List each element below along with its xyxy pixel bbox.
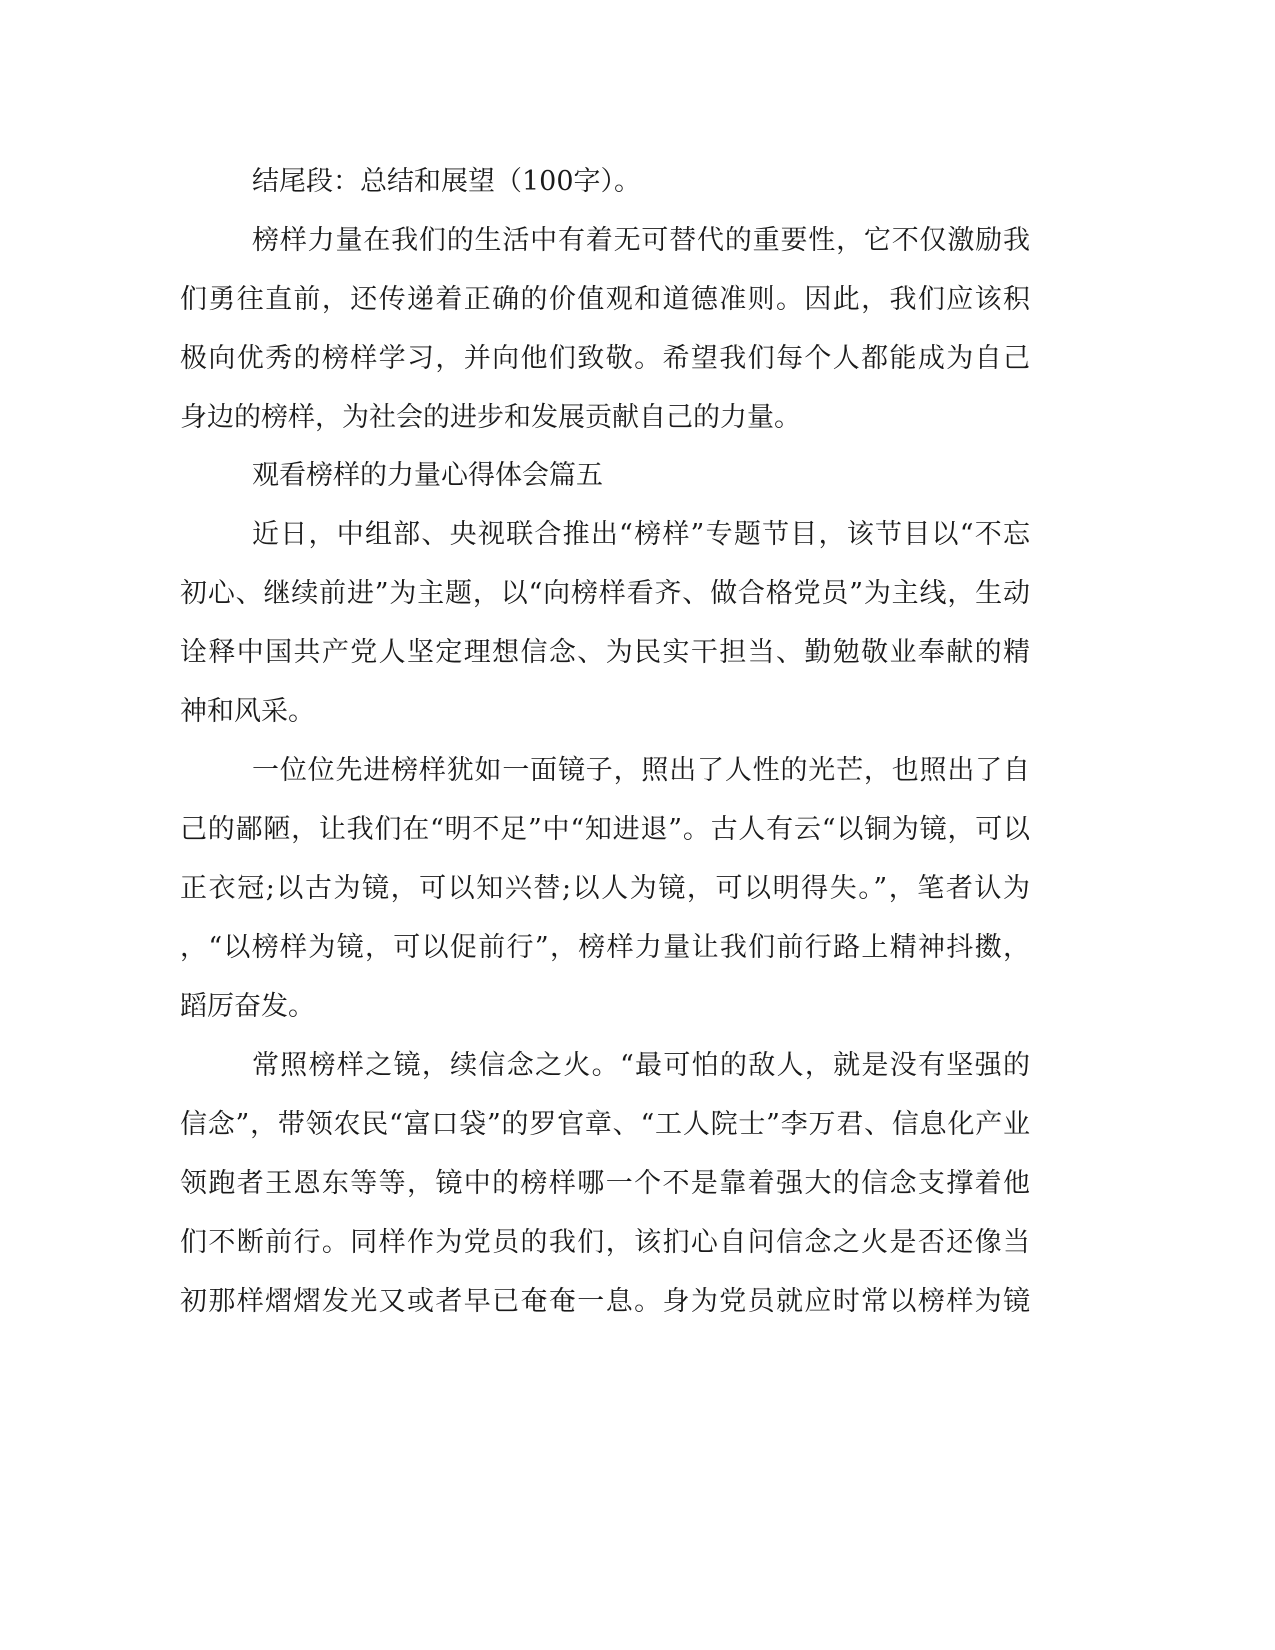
paragraph-line: 身边的榜样，为社会的进步和发展贡献自己的力量。 [180, 402, 801, 433]
paragraph-line: 极向优秀的榜样学习，并向他们致敬。希望我们每个人都能成为自己 [180, 343, 1030, 374]
paragraph-line: ，“以榜样为镜，可以促前行”，榜样力量让我们前行路上精神抖擞， [180, 932, 1030, 963]
paragraph-line: 神和风采。 [180, 696, 315, 727]
paragraph-line: 榜样力量在我们的生活中有着无可替代的重要性，它不仅激励我 [252, 225, 1030, 256]
paragraph-line: 领跑者王恩东等等，镜中的榜样哪一个不是靠着强大的信念支撑着他 [180, 1168, 1030, 1199]
section-heading-conclusion: 结尾段：总结和展望（100字）。 [252, 166, 642, 197]
paragraph-line: 一位位先进榜样犹如一面镜子，照出了人性的光芒，也照出了自 [252, 755, 1030, 786]
paragraph-line: 己的鄙陋，让我们在“明不足”中“知进退”。古人有云“以铜为镜，可以 [180, 814, 1030, 845]
paragraph-line: 初心、继续前进”为主题，以“向榜样看齐、做合格党员”为主线，生动 [180, 578, 1030, 609]
paragraph-line: 蹈厉奋发。 [180, 991, 315, 1022]
paragraph-line: 信念”，带领农民“富口袋”的罗官章、“工人院士”李万君、信息化产业 [180, 1109, 1030, 1140]
paragraph-line: 们不断前行。同样作为党员的我们，该扪心自问信念之火是否还像当 [180, 1227, 1030, 1258]
paragraph-line: 近日，中组部、央视联合推出“榜样”专题节目，该节目以“不忘 [252, 519, 1030, 550]
paragraph-line: 常照榜样之镜，续信念之火。“最可怕的敌人，就是没有坚强的 [252, 1050, 1030, 1081]
paragraph-line: 正衣冠;以古为镜，可以知兴替;以人为镜，可以明得失。”，笔者认为 [180, 873, 1030, 904]
paragraph-line: 初那样熠熠发光又或者早已奄奄一息。身为党员就应时常以榜样为镜 [180, 1286, 1030, 1317]
section-title: 观看榜样的力量心得体会篇五 [252, 460, 603, 491]
paragraph-line: 诠释中国共产党人坚定理想信念、为民实干担当、勤勉敬业奉献的精 [180, 637, 1030, 668]
paragraph-line: 们勇往直前，还传递着正确的价值观和道德准则。因此，我们应该积 [180, 284, 1030, 315]
